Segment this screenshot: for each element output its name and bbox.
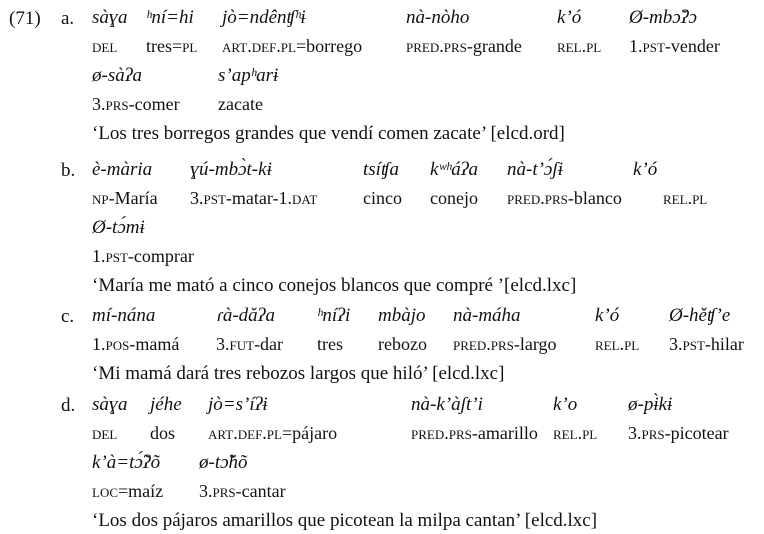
source-word: ʰní=hi <box>146 7 194 28</box>
gloss-word: art.def.pl=pájaro <box>208 423 338 443</box>
source-word: k’ó <box>557 7 582 28</box>
source-line <box>0 395 764 420</box>
source-word: k’à=tɔ̃́ʔõ <box>92 452 161 473</box>
source-word: nà-máha <box>453 305 521 326</box>
gloss-word: np-María <box>92 188 158 208</box>
source-word: ø-sàʔa <box>92 65 143 86</box>
gloss-word: del <box>92 36 118 56</box>
item-label: d. <box>61 395 76 416</box>
source-word: k’ó <box>633 159 658 180</box>
source-word: nà-nòho <box>406 7 470 28</box>
source-word: s’apʰarɨ <box>218 65 279 86</box>
gloss-word: conejo <box>430 188 478 208</box>
source-word: Ø-tɔ́mɨ <box>92 217 145 238</box>
source-word: ɣú-mbɔ̀t-kɨ <box>190 159 272 180</box>
gloss-line <box>0 335 764 360</box>
gloss-line <box>0 424 764 449</box>
source-word: Ø-hěʧ’e <box>669 305 731 326</box>
gloss-word: rebozo <box>378 334 427 354</box>
source-word: jéhe <box>150 394 182 415</box>
source-word: k’ó <box>595 305 620 326</box>
source-word: è-mària <box>92 159 153 180</box>
gloss-word: pred.prs-largo <box>453 334 557 354</box>
gloss-word: rel.pl <box>557 36 602 56</box>
item-label: b. <box>61 160 76 181</box>
gloss-line <box>0 37 764 62</box>
source-line <box>0 160 764 185</box>
gloss-line <box>0 482 764 507</box>
gloss-line <box>0 95 764 120</box>
gloss-word: rel.pl <box>553 423 598 443</box>
gloss-word: 1.pst-vender <box>629 36 720 56</box>
source-word: sàɣa <box>92 394 128 415</box>
source-word: ø-tɔ̃̌hõ <box>199 452 248 473</box>
gloss-word: 3.fut-dar <box>216 334 284 354</box>
source-word: jò=ndênʧʰɨ <box>222 7 306 28</box>
source-word: nà-k’àʃt’i <box>411 394 483 415</box>
item-label: a. <box>61 8 75 29</box>
free-translation: ‘María me mató a cinco conejos blancos que compré ’[elcd.lxc] <box>92 275 577 296</box>
gloss-word: pred.prs-grande <box>406 36 522 56</box>
source-word: kʷʰáʔa <box>430 159 479 180</box>
gloss-word: 3.prs-comer <box>92 94 180 114</box>
gloss-word: tres <box>317 334 343 354</box>
gloss-word: loc=maíz <box>92 481 164 501</box>
gloss-word: del <box>92 423 118 443</box>
gloss-word: rel.pl <box>663 188 708 208</box>
source-word: sàɣa <box>92 7 128 28</box>
gloss-word: art.def.pl=borrego <box>222 36 363 56</box>
source-line <box>0 66 764 91</box>
gloss-word: tres=pl <box>146 36 198 56</box>
gloss-word: 3.pst-hilar <box>669 334 744 354</box>
source-line <box>0 8 764 33</box>
source-word: ʰníʔi <box>317 305 351 326</box>
source-word: mbàjo <box>378 305 426 326</box>
source-word: tsíʧa <box>363 159 399 180</box>
gloss-word: 1.pst-comprar <box>92 246 194 266</box>
source-word: ɾà-dǎʔa <box>216 305 275 326</box>
gloss-word: cinco <box>363 188 402 208</box>
item-label: c. <box>61 306 75 327</box>
gloss-line <box>0 189 764 214</box>
free-translation: ‘Mi mamá dará tres rebozos largos que hiló’ [elcd.lxc] <box>92 363 505 384</box>
source-line <box>0 218 764 243</box>
gloss-word: dos <box>150 423 176 443</box>
source-word: Ø-mbɔ̌ʔɔ <box>629 7 697 28</box>
gloss-word: zacate <box>218 94 263 114</box>
source-word: mí-nána <box>92 305 156 326</box>
free-translation: ‘Los tres borregos grandes que vendí comen zacate’ [elcd.ord] <box>92 123 565 144</box>
source-word: nà-t’ɔ́ʃɨ <box>507 159 564 180</box>
gloss-line <box>0 247 764 272</box>
gloss-word: rel.pl <box>595 334 640 354</box>
free-translation: ‘Los dos pájaros amarillos que picotean la milpa cantan’ [elcd.lxc] <box>92 510 598 531</box>
source-line <box>0 306 764 331</box>
gloss-word: pred.prs-blanco <box>507 188 622 208</box>
gloss-word: 3.pst-matar-1.dat <box>190 188 318 208</box>
gloss-word: 3.prs-picotear <box>628 423 729 443</box>
source-word: ø-pɨ̀kɨ <box>628 394 673 415</box>
source-line <box>0 453 764 478</box>
gloss-word: 1.pos-mamá <box>92 334 180 354</box>
source-word: k’o <box>553 394 578 415</box>
gloss-word: pred.prs-amarillo <box>411 423 538 443</box>
source-word: jò=s’íʔɨ <box>208 394 268 415</box>
gloss-word: 3.prs-cantar <box>199 481 286 501</box>
example-number: (71) <box>9 8 41 29</box>
